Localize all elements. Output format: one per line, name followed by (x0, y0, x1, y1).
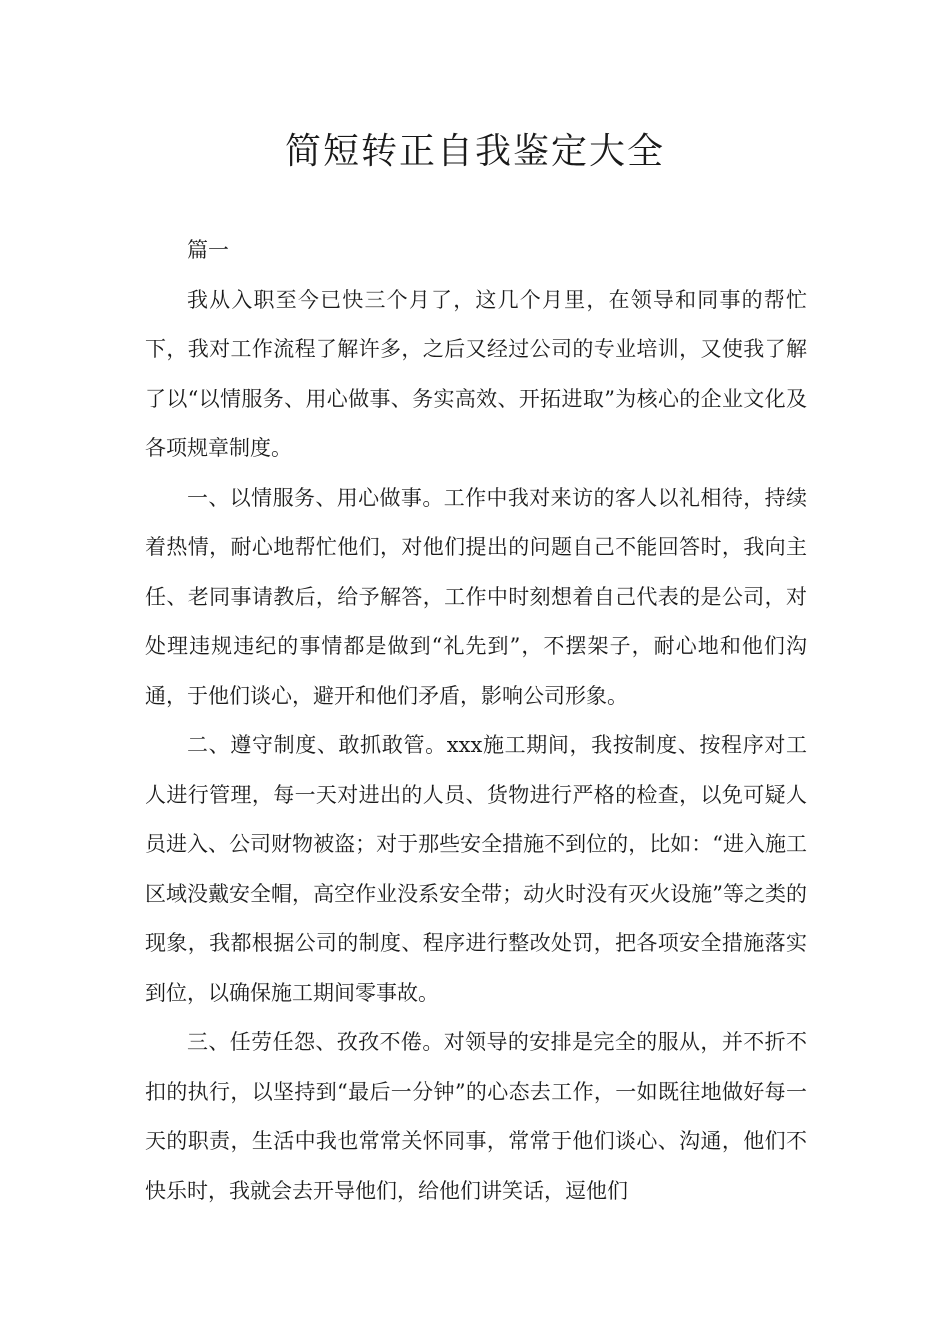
document-body (145, 226, 807, 1216)
document-title: 简短转正自我鉴定大全 (284, 131, 665, 172)
paragraph-point-one: 一、以情服务、用心做事。工作中我对来访的客人以礼相待，持续着热情，耐心地帮忙他们，对他们提出的问题自己不能回答时，我向主任、老同事请教后，给予解答，工作中时刻想着自己代表的是公司，对处理违规违纪的事情都是做到“礼先到”，不摆架子，耐心地和他们沟通，于他们谈心，避开和他们矛盾，影响公司形象。 (145, 485, 807, 708)
paragraph-point-three: 三、任劳任怨、孜孜不倦。对领导的安排是完全的服从，并不折不扣的执行，以坚持到“最后一分钟”的心态去工作，一如既往地做好每一天的职责，生活中我也常常关怀同事，常常于他们谈心、沟通，他们不快乐时，我就会去开导他们，给他们讲笑话，逗他们 (145, 1030, 807, 1203)
paragraph-point-two: 二、遵守制度、敢抓敢管。xxx施工期间，我按制度、按程序对工人进行管理，每一天对进出的人员、货物进行严格的检查，以免可疑人员进入、公司财物被盗；对于那些安全措施不到位的，比如：“进入施工区域没戴安全帽，高空作业没系安全带；动火时没有灭火设施”等之类的现象，我都根据公司的制度、程序进行整改处罚，把各项安全措施落实到位，以确保施工期间零事故。 (145, 733, 807, 1005)
section-label: 篇一 (187, 238, 229, 262)
paragraph-intro: 我从入职至今已快三个月了，这几个月里，在领导和同事的帮忙下，我对工作流程了解许多，之后又经过公司的专业培训，又使我了解了以“以情服务、用心做事、务实高效、开拓进取”为核心的企业文化及各项规章制度。 (145, 287, 807, 460)
